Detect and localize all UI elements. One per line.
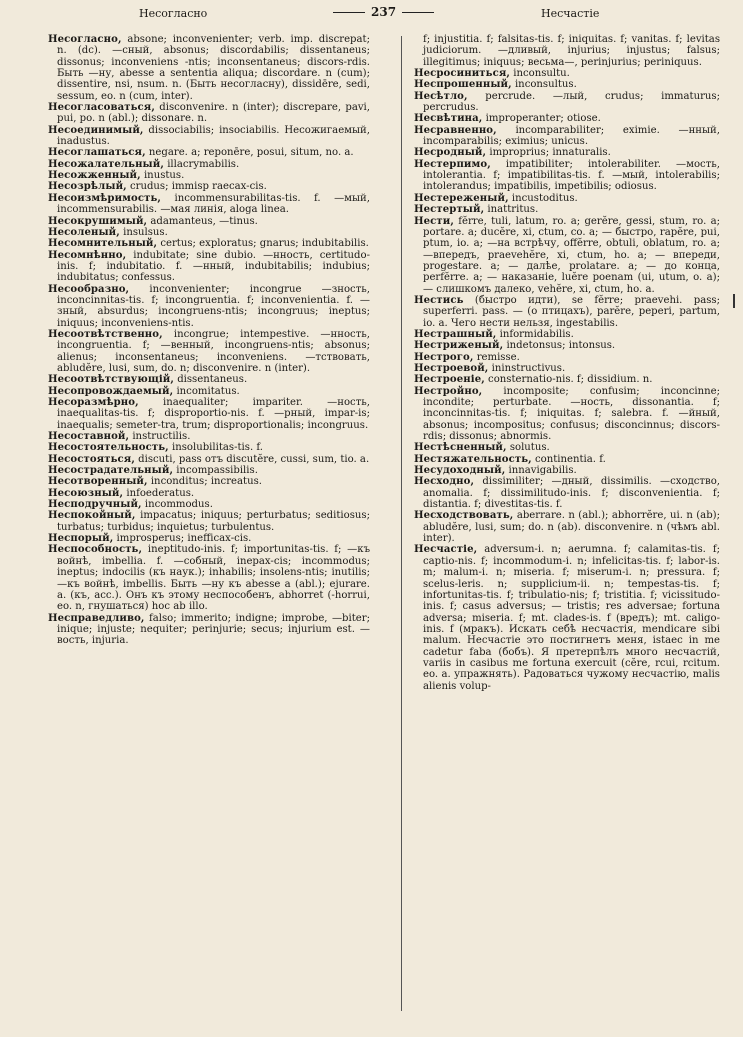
dictionary-entry [48, 386, 370, 397]
dictionary-entry [48, 250, 370, 284]
entry-headword: Несправедливо, [48, 612, 145, 624]
entry-headword: Неспокойный, [48, 510, 136, 522]
entry-definition: discuti, pass отъ discutĕre, cussi, sum, tio. a. [134, 453, 370, 465]
entry-definition: impacatus; iniquus; perturbatus; seditiosus; turbatus; turbidus; inquietus; turbulentus. [57, 510, 370, 533]
entry-headword: Несравненно, [414, 124, 497, 136]
entry-definition: falso; immerito; indigne; improbe, —biter; inique; injuste; nequiter; perinjurie; secus; injurium est. —вость, injuria. [57, 612, 370, 647]
dictionary-entry [414, 204, 720, 215]
dictionary-entry [414, 113, 720, 124]
left-column [48, 34, 370, 647]
entry-headword: Несожженный, [48, 170, 141, 182]
dictionary-entry [48, 442, 370, 453]
dictionary-entry [48, 329, 370, 374]
dictionary-entry [48, 34, 370, 102]
dictionary-entry [48, 488, 370, 499]
dictionary-entry [48, 510, 370, 533]
entry-definition: insulsus. [119, 226, 168, 238]
entry-definition: improperanter; otiose. [482, 113, 601, 125]
entry-headword: Несострадательный, [48, 465, 174, 477]
entry-definition: incongrue; intempestive. —нность, incongruentia. f; —венный, incongruens-ntis; absonus; alienus; inconsentaneus; inconveniens. —тствовать, abludĕre, lusi, sum, do. n; disconvenire. n (inter). [57, 328, 370, 374]
entry-definition: insolubilitas-tis. f. [168, 442, 263, 454]
entry-headword: Нестертый, [414, 204, 485, 216]
entry-headword: Несходствовать, [414, 510, 514, 522]
entry-headword: Несожалательный, [48, 158, 164, 170]
entry-headword: Несостояться, [48, 453, 135, 465]
entry-headword: Нестроеніе, [414, 374, 485, 386]
entry-definition: inaequaliter; impariter. —ность, inaequalitas-tis. f; disproportio-nis. f. —рный, impar-is; inaequalis; semeter-tra, trum; disproportionalis; incongruus. [57, 397, 370, 431]
entry-headword: Нестрого, [414, 351, 474, 363]
dictionary-entry [48, 238, 370, 249]
dictionary-entry [414, 442, 720, 453]
entry-definition: aberrare. n (abl.); abhorrĕre, ui. n (ab); abludĕre, lusi, sum; do. n (ab). disconvenire. n (чѣмъ abl. inter). [423, 510, 720, 545]
dictionary-entry [48, 374, 370, 385]
entry-definition: disconvenire. n (inter); discrepare, pavi, pui, po. n (abl.); dissonare. n. [57, 102, 370, 125]
dictionary-entry [48, 465, 370, 476]
entry-headword: Несоотвѣтствующій, [48, 374, 174, 386]
dictionary-entry [414, 454, 720, 465]
entry-definition: continentia. f. [531, 453, 606, 465]
entry-definition: innavigabilis. [505, 465, 577, 477]
dictionary-entry [48, 159, 370, 170]
entry-definition: dissociabilis; insociabilis. Несожигаемый, inadustus. [57, 124, 370, 148]
entry-headword: Неспособность, [48, 544, 143, 556]
column-divider [401, 36, 402, 1011]
entry-definition: f; injustitia. f; falsitas-tis. f; iniquitas. f; vanitas. f; levitas judiciorum. —дливый, injurius; injustus; falsus; illegitimus; iniquus; весьма—, perinjurius; periniquus. [423, 34, 720, 68]
dictionary-entry [48, 125, 370, 148]
entry-definition: improprius; innaturalis. [486, 147, 611, 159]
dictionary-entry [414, 544, 720, 691]
entry-headword: Несоизмѣримость, [48, 192, 162, 204]
entry-headword: Несогласно, [48, 34, 122, 45]
entry-headword: Несвѣтина, [414, 113, 483, 125]
dictionary-entry [48, 193, 370, 216]
entry-headword: Нести, [414, 215, 454, 227]
entry-definition: fĕrre, tuli, latum, ro. a; gerĕre, gessi, stum, ro. a; portare. a; ducĕre, xi, ctum, co. a; — быстро, rapĕre, pui, ptum, io. a; —на встрѣчу, offĕrre, obtuli, oblatum, ro. a; —впередъ, praevehĕre, xi, ctum, ho. a; — впереди, progestare. a; — далѣе, prolatare. a; — до конца, perfĕrre. a; — наказаніе, luĕre poenam (ui, utum, o. a); — слишкомъ далеко, vehĕre, xi, ctum, ho. a. [423, 215, 720, 295]
entry-headword: Несчастіе, [414, 544, 478, 556]
dictionary-entry [414, 125, 720, 148]
entry-headword: Несоотвѣтственно, [48, 328, 163, 340]
entry-definition: indetonsus; intonsus. [503, 340, 616, 352]
entry-headword: Неспрошенный, [414, 79, 512, 91]
entry-definition: improsperus; inefficax-cis. [113, 533, 252, 545]
entry-headword: Нестись [414, 294, 464, 306]
dictionary-entry [48, 102, 370, 125]
entry-definition: percrude. —лый, crudus; immaturus; percrudus. [423, 90, 720, 114]
dictionary-entry [48, 284, 370, 329]
entry-definition: inconsultus. [511, 79, 577, 91]
dictionary-entry [414, 386, 720, 443]
entry-definition: remisse. [473, 351, 520, 363]
entry-headword: Несросиниться, [414, 68, 511, 80]
entry-headword: Нестяжательность, [414, 453, 532, 465]
entry-definition: ininstructivus. [488, 362, 566, 374]
right-column [414, 34, 720, 692]
entry-headword: Несокрушимый, [48, 215, 148, 227]
entry-headword: Несродный, [414, 147, 487, 159]
dictionary-entry [48, 476, 370, 487]
entry-headword: Несоединимый, [48, 124, 144, 136]
entry-definition: adamanteus, —tinus. [147, 215, 258, 227]
entry-headword: Несходно, [414, 476, 475, 488]
entry-headword: Несомнительный, [48, 238, 158, 250]
entry-definition: infoederatus. [123, 487, 195, 499]
entry-headword: Нестройно, [414, 385, 483, 397]
dictionary-entry [48, 499, 370, 510]
entry-headword: Нестѣсненный, [414, 442, 507, 454]
entry-definition: adversum-i. n; aerumna. f; calamitas-tis. f; captio-nis. f; incommodum-i. n; infelicitas-tis. f; labor-is. m; malum-i. n; miseria. f; miserum-i. n; pressura. f; scelus-leris. n; supplicium-ii. n; tempestas-tis. f; infortunitas-tis. f; tribulatio-nis; f; tristitia. f; vicissitudo-inis. f; casus adversus; — tristis; res adversae; fortuna adversa; miseria. f; mt. clades-is. f (вредъ); mt. caligo-inis. f (мракъ). Искать себѣ несчастія, mendicare sibi malum. Несчастіе это постигнетъ меня, istaec in me cadetur faba (бобъ). Я претерпѣлъ много несчастій, variis in casibus me fortuna exercuit (cĕre, rcui, rcitum. eo. a. упражнять). Радоваться чужому несчастію, malis alienis volup- [423, 544, 720, 692]
dictionary-entry [48, 147, 370, 158]
entry-headword: Нестереженый, [414, 192, 509, 204]
entry-headword: Нестерпимо, [414, 158, 491, 170]
dictionary-entry [48, 431, 370, 442]
entry-definition: incommodus. [141, 499, 213, 511]
dictionary-entry [414, 465, 720, 476]
entry-definition: (быстро идти), se fĕrre; praevehi. pass; superferri. pass. — (о птицахъ), parĕre, peperi, partum, io. a. Чего нести нельзя, ingestabilis. [423, 294, 720, 329]
entry-headword: Несоставной, [48, 431, 130, 443]
dictionary-entry [48, 544, 370, 612]
dictionary-entry [414, 216, 720, 295]
entry-definition: negare. a; reponēre, posui, situm, no. a. [145, 147, 354, 159]
entry-definition: incomitatus. [173, 385, 240, 397]
entry-definition: incomposite; confusim; inconcinne; incondite; perturbate. —ность, dissonantia. f; inconcinnitas-tis. f; iniquitas. f; salebra. f. —йный, absonus; incompositus; confusus; disconcinnus; discors-rdis; dissonus; abnormis. [423, 385, 720, 443]
entry-headword: Несопровождаемый, [48, 385, 174, 397]
entry-headword: Несудоходный, [414, 465, 506, 477]
dictionary-entry [48, 397, 370, 431]
entry-definition: inconvenienter; incongrue —зность, inconcinnitas-tis. f; incongruentia. f; inconvenientia. f. —зный, absurdus; incongruens-ntis; incongruus; ineptus; iniquus; inconveniens-ntis. [57, 283, 370, 329]
entry-headword: Несостоятельность, [48, 442, 169, 454]
entry-headword: Несомнѣнно, [48, 249, 127, 261]
dictionary-entry [414, 352, 720, 363]
entry-definition: dissentaneus. [173, 374, 248, 386]
dictionary-entry [48, 181, 370, 192]
dictionary-entry [48, 613, 370, 647]
dictionary-entry [414, 340, 720, 351]
entry-headword: Несозрѣлый, [48, 181, 127, 193]
page-number: 237 [327, 5, 440, 19]
dictionary-entry [48, 170, 370, 181]
entry-definition: incustoditus. [508, 192, 578, 204]
entry-definition: solutus. [506, 442, 550, 454]
entry-definition: incomparabiliter; eximie. —нный, incomparabilis; eximius; unicus. [423, 124, 720, 148]
entry-definition: inattritus. [484, 204, 539, 216]
dictionary-entry [414, 159, 720, 193]
entry-definition: illacrymabilis. [163, 158, 240, 170]
dictionary-entry [414, 193, 720, 204]
entry-headword: Нестриженый, [414, 340, 504, 352]
dictionary-entry [48, 216, 370, 227]
dictionary-entry [414, 68, 720, 79]
entry-headword: Нестроевой, [414, 362, 489, 374]
entry-definition: consternatio-nis. f; dissidium. n. [484, 374, 653, 386]
entry-headword: Несѣтло, [414, 90, 468, 102]
entry-definition: incompassibilis. [173, 465, 258, 477]
dictionary-entry [414, 79, 720, 90]
entry-headword: Несподручный, [48, 499, 142, 511]
dictionary-entry [414, 363, 720, 374]
entry-headword: Несоразмѣрно, [48, 397, 139, 408]
entry-definition: dissimiliter; —дный, dissimilis. —сходство, anomalia. f; dissimilitudo-inis. f; disconvenientia. f; distantia. f; divestitas-tis. f. [423, 476, 720, 511]
dictionary-entry [48, 533, 370, 544]
entry-definition: crudus; immisp raecax-cis. [126, 181, 267, 193]
dictionary-entry [414, 34, 720, 68]
entry-headword: Несоленый, [48, 226, 120, 238]
dictionary-entry [414, 91, 720, 114]
dictionary-entry [414, 295, 720, 329]
entry-definition: inustus. [140, 170, 185, 182]
entry-headword: Несогласоваться, [48, 102, 155, 114]
entry-definition: incommensurabilitas-tis. f. —мый, incommensurabilis. —мая линія, aloga linea. [57, 192, 370, 216]
entry-definition: certus; exploratus; gnarus; indubitabilis. [157, 238, 369, 250]
dictionary-entry [414, 147, 720, 158]
entry-definition: absone; inconvenienter; verb. imp. discrepat; n. (dc). —сный, absonus; discordabilis; dissentaneus; dissonus; inconveniens -ntis; inconsentaneus; discors-rdis. Быть —ну, abesse a sententia aliqua; discordare. n (cum); dissentire, nsi, nsum. n. (Быть несогласну), dissidēre, sedi, sessum, eo. n (cum, inter). [57, 34, 370, 102]
entry-definition: indubitate; sine dubio. —нность, certitudo-inis. f; indubitatio. f. —нный, indubitabilis; indubius; indubitatus; confessus. [57, 249, 370, 284]
dictionary-entry [48, 454, 370, 465]
entry-definition: inconsultu. [510, 68, 570, 80]
running-head-right: Несчастіе [541, 7, 600, 20]
dictionary-entry [414, 510, 720, 544]
entry-definition: instructilis. [129, 431, 191, 443]
dictionary-entry [48, 227, 370, 238]
entry-headword: Несоюзный, [48, 487, 124, 499]
entry-definition: ineptitudo-inis. f; importunitas-tis. f; —къ войнѣ, imbellia. f. —собный, inepax-cis; incommodus; ineptus; indocilis (къ наук.); inhabilis; insolens-ntis; inutilis; —къ войнѣ, imbellis. Быть —ну къ abesse a (abl.); ejurare. a. (къ, acc.). Онъ къ этому неспособенъ, abhorret (-horrui, eo. n, гнушаться) hoc ab illo. [57, 544, 370, 613]
margin-mark [733, 294, 735, 308]
entry-definition: inconditus; increatus. [147, 476, 262, 488]
running-head-left: Несогласно [139, 7, 208, 20]
entry-headword: Несообразно, [48, 283, 130, 295]
entry-definition: impatibiliter; intolerabiliter. —мость, intolerantia. f; impatibilitas-tis. f. —мый, intolerabilis; intolerandus; impatibilis, impetibilis; odiosus. [423, 158, 720, 193]
dictionary-entry [414, 374, 720, 385]
dictionary-entry [414, 476, 720, 510]
entry-headword: Нестрашный, [414, 328, 497, 340]
entry-definition: informidabilis. [496, 328, 574, 340]
entry-headword: Несотворенный, [48, 476, 148, 488]
entry-headword: Неспорый, [48, 533, 114, 545]
entry-headword: Несоглашаться, [48, 147, 146, 159]
dictionary-entry [414, 329, 720, 340]
